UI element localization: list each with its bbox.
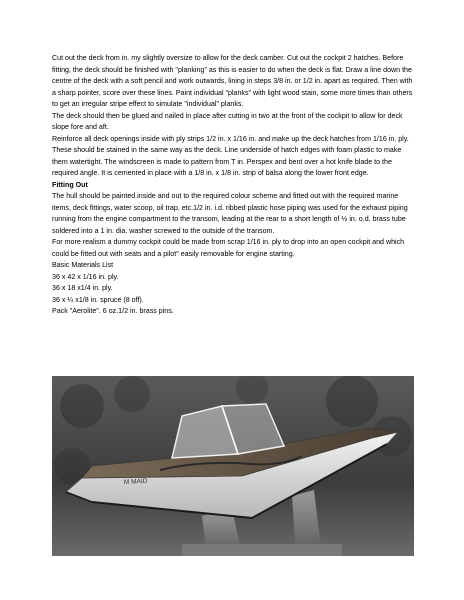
body-text (52, 53, 417, 318)
materials-item: Pack "Aerolite". 6 oz.1/2 in. brass pins. (52, 307, 174, 315)
paragraph-deck-glue: The deck should then be glued and nailed in place after cutting in two at the front of the cockpit to allow for deck slope fore and aft. (52, 111, 403, 131)
paragraph-hull-paint: The hull should be painted inside and out to the required colour scheme and fitted out with the required marine items, deck fittings, water scoop, oil trap. etc.1/2 in. i.d. ribbed plastic hose piping was used for the exhaust piping running from the engine compartment to the transom, leading at the rear to a short length of ½ in. o.d. brass tube soldered into a 1 in. dia. washer screwed to the outside of the transom. (52, 192, 408, 235)
paragraph-deck: Cut out the deck from in. my slightly oversize to allow for the deck camber. Cut out the cockpit 2 hatches. Before fitting, the deck should be finished with "planking" as this is easier to do when the deck is flat. Draw a line down the centre of the deck with a soft pencil and work outwards, lining in steps 3/8 in. or 1/2 in. apart as required. Then with a sharp pointer, score over these lines. Paint individual "planks" with light wood stain, some more times than others to get an irregular stripe effect to simulate "individual" planks. (52, 54, 413, 108)
paragraph-reinforce: Reinforce all deck openings inside with ply strips 1/2 in. x 1/16 in. and make up the deck hatches from 1/16 in. ply. These should be stained in the same way as the deck. Line underside of hatch edges with foam plastic to make them watertight. The windscreen is made to pattern from T in. Perspex and bent over a hot knife blade to the required angle. It is cemented in place with a 1/8 in. x 1/8 in. strip of balsa along the lower front edge. (52, 134, 409, 177)
paragraph-dummy-cockpit: For more realism a dummy cockpit could be made from scrap 1/16 in. ply to drop into an open cockpit and which could be fitted out with seats and a pilot" easily removable for engine starting. (52, 238, 405, 258)
heading-fitting-out: Fitting Out (52, 180, 88, 189)
boat-photo (52, 376, 414, 556)
boat-name-label: M MAID (123, 477, 148, 486)
materials-item: 36 x ¼ x1/8 in. spruce (8 off). (52, 295, 144, 304)
materials-item: 36 x 42 x 1/16 in. ply. (52, 272, 119, 281)
boat-photo-illustration (52, 376, 414, 556)
heading-materials-list: Basic Materials List (52, 261, 114, 269)
materials-item: 36 x 18 x1/4 in. ply. (52, 284, 113, 292)
